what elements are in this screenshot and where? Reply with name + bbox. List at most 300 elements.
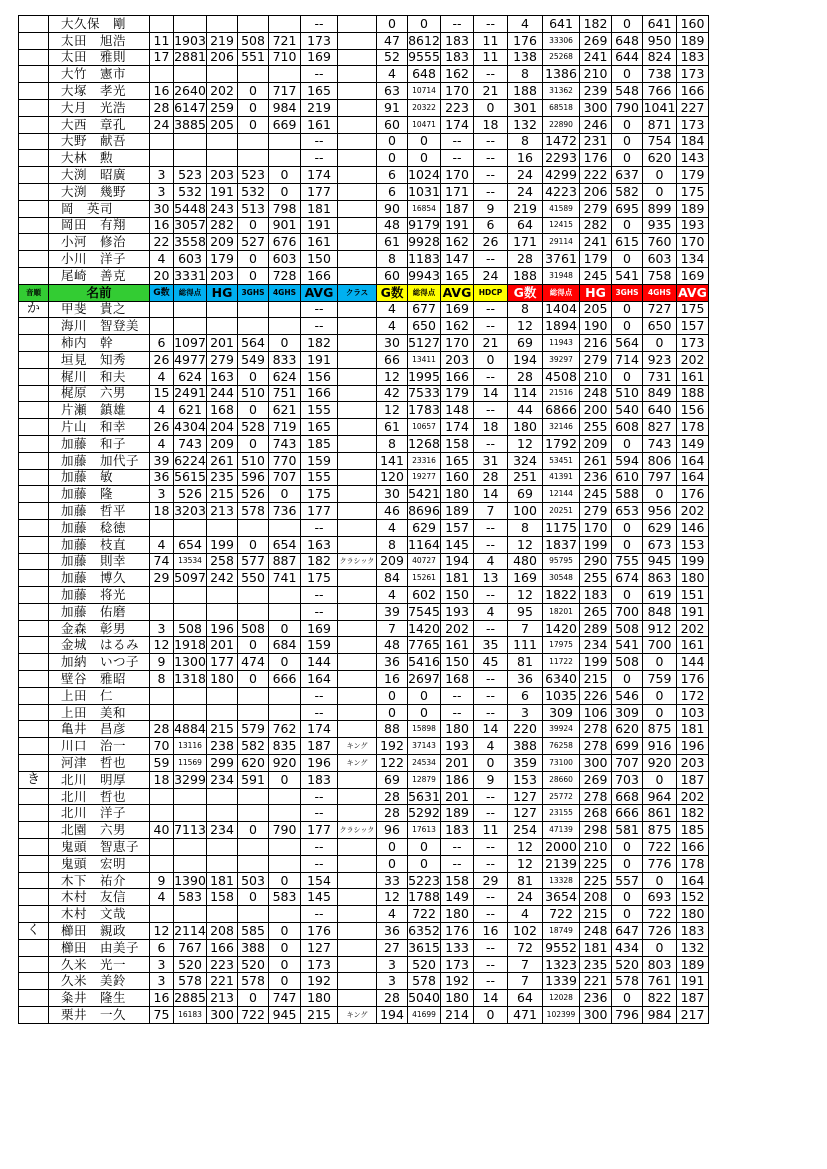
value-cell <box>269 519 301 536</box>
value-cell <box>338 973 377 990</box>
index-cell <box>19 368 49 385</box>
value-cell: 508 <box>174 620 207 637</box>
value-cell: 22 <box>150 234 174 251</box>
name-cell: 小川 洋子 <box>49 251 150 268</box>
value-cell: 203 <box>207 267 238 284</box>
value-cell: 26 <box>474 234 508 251</box>
value-cell: 15 <box>150 385 174 402</box>
value-cell: 199 <box>580 654 612 671</box>
table-row <box>19 805 709 822</box>
value-cell: 299 <box>207 755 238 772</box>
value-cell: 151 <box>677 587 709 604</box>
value-cell: 6224 <box>174 452 206 468</box>
value-cell <box>338 301 377 318</box>
name-cell: 河津 哲也 <box>49 755 150 772</box>
value-cell: 2000 <box>543 839 580 856</box>
value-cell: 7 <box>508 620 543 637</box>
value-cell <box>150 906 174 923</box>
value-cell: 39 <box>377 603 408 620</box>
value-cell: -- <box>441 133 474 150</box>
table-row <box>19 603 709 620</box>
value-cell: 12 <box>508 855 543 872</box>
value-cell: 3 <box>150 620 174 637</box>
name-cell: 加藤 則幸 <box>49 553 150 570</box>
value-cell: 620 <box>612 721 643 738</box>
value-cell: 770 <box>269 452 301 469</box>
value-cell: 143 <box>677 150 709 167</box>
value-cell: 31362 <box>543 83 580 100</box>
value-cell: 301 <box>508 99 543 116</box>
value-cell: 106 <box>580 704 612 721</box>
header-cell-hdcp: HDCP <box>474 284 508 301</box>
index-cell <box>19 738 49 755</box>
index-cell <box>19 990 49 1007</box>
index-cell <box>19 167 49 184</box>
value-cell: 728 <box>269 267 301 284</box>
value-cell: 149 <box>677 435 709 452</box>
value-cell: 45 <box>474 654 508 671</box>
header-cell-games-3: G数 <box>508 284 543 301</box>
value-cell: 669 <box>269 116 301 133</box>
value-cell: 3654 <box>543 889 580 906</box>
value-cell: 0 <box>612 889 643 906</box>
value-cell: 0 <box>238 435 269 452</box>
value-cell: 179 <box>677 167 709 184</box>
table-row <box>19 687 709 704</box>
table-row <box>19 570 709 587</box>
value-cell <box>238 704 269 721</box>
value-cell: 0 <box>612 519 643 536</box>
value-cell: 5127 <box>408 335 440 351</box>
value-cell: 28660 <box>543 771 580 788</box>
value-cell: -- <box>474 519 508 536</box>
index-cell <box>19 452 49 469</box>
index-cell <box>19 419 49 436</box>
value-cell: 16 <box>474 923 508 940</box>
value-cell: 644 <box>612 49 643 66</box>
value-cell: 185 <box>677 822 709 839</box>
value-cell: 4508 <box>543 368 580 385</box>
table-row <box>19 99 709 116</box>
value-cell: 40 <box>150 822 174 839</box>
value-cell <box>269 133 301 150</box>
value-cell: 0 <box>408 855 441 872</box>
value-cell: 1300 <box>174 654 206 670</box>
value-cell: 189 <box>677 32 709 49</box>
name-cell: 櫛田 由美子 <box>49 939 150 956</box>
value-cell: 650 <box>643 318 677 335</box>
table-row <box>19 83 709 100</box>
name-cell: 亀井 昌彦 <box>49 721 150 738</box>
value-cell: 19277 <box>408 469 441 486</box>
value-cell: 37143 <box>408 738 441 755</box>
table-row <box>19 553 709 570</box>
value-cell: -- <box>474 435 508 452</box>
table-row <box>19 872 709 889</box>
value-cell <box>338 150 377 167</box>
index-cell <box>19 553 49 570</box>
value-cell: 13 <box>474 570 508 587</box>
value-cell: 20322 <box>408 99 441 116</box>
value-cell: 178 <box>677 855 709 872</box>
value-cell: 532 <box>174 183 207 200</box>
value-cell: 215 <box>580 671 612 688</box>
value-cell: 223 <box>441 99 474 116</box>
value-cell: 4 <box>150 889 174 906</box>
value-cell: 707 <box>612 755 643 772</box>
value-cell: 244 <box>207 385 238 402</box>
value-cell: 171 <box>441 183 474 200</box>
value-cell: 4977 <box>174 351 206 367</box>
value-cell: 278 <box>580 721 612 738</box>
value-cell: 8612 <box>408 32 440 48</box>
value-cell: 0 <box>474 1007 508 1024</box>
value-cell: 1420 <box>543 620 580 637</box>
value-cell: 180 <box>508 419 543 436</box>
value-cell: 127 <box>508 788 543 805</box>
value-cell: 3 <box>150 183 174 200</box>
value-cell: 578 <box>174 973 207 990</box>
value-cell: 503 <box>238 872 269 889</box>
value-cell: 0 <box>474 351 508 368</box>
value-cell: 6352 <box>408 922 440 938</box>
value-cell: 3558 <box>174 234 206 250</box>
value-cell: 0 <box>474 755 508 772</box>
value-cell: 177 <box>301 822 338 839</box>
value-cell: 0 <box>238 536 269 553</box>
table-row <box>19 923 709 940</box>
value-cell: 12 <box>377 368 408 385</box>
value-cell <box>207 839 238 856</box>
value-cell: 175 <box>677 183 709 200</box>
index-cell <box>19 671 49 688</box>
value-cell: 13534 <box>174 553 207 570</box>
value-cell: 100 <box>508 503 543 520</box>
value-cell: 0 <box>408 687 441 704</box>
value-cell: 39 <box>150 452 174 469</box>
value-cell <box>338 923 377 940</box>
value-cell: 4 <box>150 536 174 553</box>
index-cell <box>19 1007 49 1024</box>
table-row <box>19 267 709 284</box>
value-cell <box>150 805 174 822</box>
value-cell: 5421 <box>408 486 440 502</box>
value-cell: 359 <box>508 755 543 772</box>
table-row <box>19 536 709 553</box>
value-cell: 18 <box>474 419 508 436</box>
value-cell: 0 <box>612 318 643 335</box>
value-cell <box>269 906 301 923</box>
value-cell: -- <box>301 150 338 167</box>
value-cell: 1041 <box>643 99 676 115</box>
value-cell: 585 <box>238 923 269 940</box>
value-cell: -- <box>474 536 508 553</box>
table-row <box>19 788 709 805</box>
value-cell: 743 <box>174 435 207 452</box>
value-cell: 238 <box>207 738 238 755</box>
name-cell: 加藤 博久 <box>49 570 150 587</box>
value-cell: 4 <box>508 906 543 923</box>
value-cell: 520 <box>408 956 441 973</box>
value-cell: 508 <box>238 32 269 49</box>
value-cell: 223 <box>207 956 238 973</box>
value-cell: 513 <box>238 200 269 217</box>
value-cell <box>338 183 377 200</box>
value-cell: 248 <box>580 923 612 940</box>
name-cell: 垣見 知秀 <box>49 351 150 368</box>
value-cell: 219 <box>301 99 338 116</box>
value-cell: 582 <box>238 738 269 755</box>
value-cell: 261 <box>580 452 612 469</box>
value-cell: 731 <box>643 368 677 385</box>
value-cell: 245 <box>580 486 612 503</box>
value-cell: 170 <box>441 83 474 100</box>
value-cell <box>338 351 377 368</box>
index-cell <box>19 200 49 217</box>
value-cell: 180 <box>441 906 474 923</box>
value-cell: -- <box>301 16 338 33</box>
value-cell: 202 <box>207 83 238 100</box>
value-cell: 213 <box>207 990 238 1007</box>
index-cell <box>19 183 49 200</box>
value-cell: 154 <box>301 872 338 889</box>
value-cell: 0 <box>408 839 441 856</box>
value-cell: 152 <box>677 889 709 906</box>
value-cell: 24 <box>150 116 174 133</box>
value-cell: 16 <box>150 990 174 1007</box>
value-cell: 173 <box>441 956 474 973</box>
index-cell <box>19 906 49 923</box>
value-cell: 220 <box>508 721 543 738</box>
value-cell: 175 <box>301 570 338 587</box>
value-cell <box>207 519 238 536</box>
value-cell <box>338 603 377 620</box>
value-cell: 189 <box>677 200 709 217</box>
value-cell: 520 <box>174 956 207 973</box>
value-cell <box>150 150 174 167</box>
index-cell <box>19 805 49 822</box>
value-cell: 160 <box>441 469 474 486</box>
value-cell: 111 <box>508 637 543 654</box>
value-cell: 12144 <box>543 486 580 503</box>
value-cell: 3057 <box>174 217 206 233</box>
value-cell: 169 <box>441 301 474 318</box>
value-cell: 203 <box>207 167 238 184</box>
value-cell: 722 <box>643 906 677 923</box>
value-cell: 28 <box>377 805 408 822</box>
value-cell: 583 <box>174 889 207 906</box>
name-cell: 北川 哲也 <box>49 788 150 805</box>
value-cell: 188 <box>677 385 709 402</box>
value-cell <box>338 49 377 66</box>
value-cell: 8 <box>508 301 543 318</box>
value-cell <box>269 587 301 604</box>
value-cell: 103 <box>677 704 709 721</box>
value-cell: 637 <box>612 167 643 184</box>
value-cell: 0 <box>408 133 441 150</box>
value-cell: 5292 <box>408 805 440 821</box>
value-cell: 21 <box>474 83 508 100</box>
name-cell: 大渕 昭廣 <box>49 167 150 184</box>
value-cell: 164 <box>677 469 709 486</box>
value-cell <box>338 839 377 856</box>
value-cell: 191 <box>677 973 709 990</box>
value-cell: 1031 <box>408 183 440 199</box>
value-cell: 0 <box>612 133 643 150</box>
value-cell: 12879 <box>408 771 441 788</box>
value-cell: 0 <box>269 939 301 956</box>
value-cell: 9179 <box>408 217 440 233</box>
value-cell: 28 <box>150 99 174 116</box>
value-cell: 183 <box>580 587 612 604</box>
table-row <box>19 637 709 654</box>
value-cell: 165 <box>441 267 474 284</box>
value-cell: 0 <box>238 637 269 654</box>
value-cell: 159 <box>301 637 338 654</box>
index-cell <box>19 66 49 83</box>
value-cell: 0 <box>612 16 643 33</box>
value-cell: 388 <box>508 738 543 755</box>
value-cell: 5223 <box>408 872 440 888</box>
value-cell: 4 <box>377 66 408 83</box>
value-cell: 81 <box>508 654 543 671</box>
value-cell: -- <box>301 855 338 872</box>
value-cell: 6 <box>508 687 543 704</box>
index-cell <box>19 872 49 889</box>
value-cell: -- <box>301 805 338 822</box>
value-cell: 579 <box>238 721 269 738</box>
value-cell: 935 <box>643 217 677 234</box>
value-cell: 0 <box>238 368 269 385</box>
table-row <box>19 385 709 402</box>
value-cell: 0 <box>474 99 508 116</box>
index-cell <box>19 654 49 671</box>
value-cell: 3 <box>377 956 408 973</box>
value-cell: 234 <box>207 822 238 839</box>
table-row <box>19 66 709 83</box>
value-cell: 508 <box>238 620 269 637</box>
value-cell: 282 <box>207 217 238 234</box>
value-cell: 7113 <box>174 822 206 838</box>
value-cell: 177 <box>301 503 338 520</box>
value-cell: 192 <box>377 738 408 755</box>
value-cell: -- <box>301 788 338 805</box>
value-cell: 66 <box>377 351 408 368</box>
value-cell: 7533 <box>408 385 440 401</box>
value-cell: 1318 <box>174 670 206 686</box>
value-cell: 10657 <box>408 419 441 436</box>
value-cell: 187 <box>441 200 474 217</box>
value-cell: 12 <box>150 637 174 654</box>
value-cell: 122 <box>377 755 408 772</box>
value-cell: 165 <box>301 83 338 100</box>
value-cell: 0 <box>269 771 301 788</box>
value-cell: 102 <box>508 923 543 940</box>
index-cell <box>19 251 49 268</box>
value-cell: 0 <box>643 654 677 671</box>
value-cell: 188 <box>508 267 543 284</box>
value-cell: 920 <box>269 755 301 772</box>
value-cell: 173 <box>677 335 709 352</box>
value-cell: 209 <box>207 234 238 251</box>
value-cell <box>174 906 207 923</box>
value-cell: 1097 <box>174 335 206 351</box>
value-cell: 578 <box>612 973 643 990</box>
value-cell <box>338 368 377 385</box>
value-cell: 6866 <box>543 402 580 419</box>
value-cell: 202 <box>677 788 709 805</box>
value-cell: 4223 <box>543 183 580 200</box>
name-cell: 片瀬 鎮雄 <box>49 402 150 419</box>
value-cell: 170 <box>441 335 474 352</box>
value-cell: 127 <box>508 805 543 822</box>
value-cell: 15898 <box>408 721 441 738</box>
value-cell: 9 <box>474 200 508 217</box>
index-cell <box>19 570 49 587</box>
value-cell: 17 <box>150 49 174 66</box>
value-cell: 766 <box>643 83 677 100</box>
value-cell <box>338 855 377 872</box>
value-cell: 254 <box>508 822 543 839</box>
value-cell: 59 <box>150 755 174 772</box>
value-cell: -- <box>474 704 508 721</box>
value-cell: 183 <box>677 923 709 940</box>
value-cell: 629 <box>408 519 441 536</box>
value-cell: 289 <box>580 620 612 637</box>
value-cell: 722 <box>543 906 580 923</box>
value-cell: 899 <box>643 200 677 217</box>
value-cell: 4 <box>150 368 174 385</box>
value-cell: 11943 <box>543 335 580 352</box>
value-cell: 12 <box>377 402 408 419</box>
value-cell: 710 <box>269 49 301 66</box>
value-cell: 261 <box>207 452 238 469</box>
value-cell: キング <box>338 738 377 755</box>
name-cell: 金森 彰男 <box>49 620 150 637</box>
value-cell: 923 <box>643 351 677 368</box>
value-cell: 528 <box>238 419 269 436</box>
value-cell: -- <box>474 16 508 33</box>
value-cell <box>174 133 207 150</box>
index-cell <box>19 133 49 150</box>
value-cell: -- <box>301 66 338 83</box>
value-cell: 324 <box>508 452 543 469</box>
value-cell: 180 <box>677 906 709 923</box>
value-cell: 225 <box>580 855 612 872</box>
value-cell: 29 <box>474 872 508 889</box>
value-cell: 251 <box>508 469 543 486</box>
value-cell: 9 <box>150 872 174 889</box>
table-row <box>19 519 709 536</box>
value-cell: -- <box>474 939 508 956</box>
value-cell: 14 <box>474 486 508 503</box>
value-cell: 722 <box>643 839 677 856</box>
value-cell: -- <box>474 805 508 822</box>
value-cell: 4304 <box>174 419 206 435</box>
value-cell: 182 <box>580 16 612 33</box>
value-cell: 621 <box>174 402 207 419</box>
value-cell: 6 <box>377 183 408 200</box>
value-cell: 32146 <box>543 419 580 436</box>
value-cell: 6340 <box>543 671 580 688</box>
value-cell: 950 <box>643 32 677 49</box>
value-cell: 35 <box>474 637 508 654</box>
value-cell <box>338 116 377 133</box>
table-row <box>19 939 709 956</box>
name-cell: 大野 献吾 <box>49 133 150 150</box>
value-cell: 3 <box>150 167 174 184</box>
value-cell <box>338 385 377 402</box>
